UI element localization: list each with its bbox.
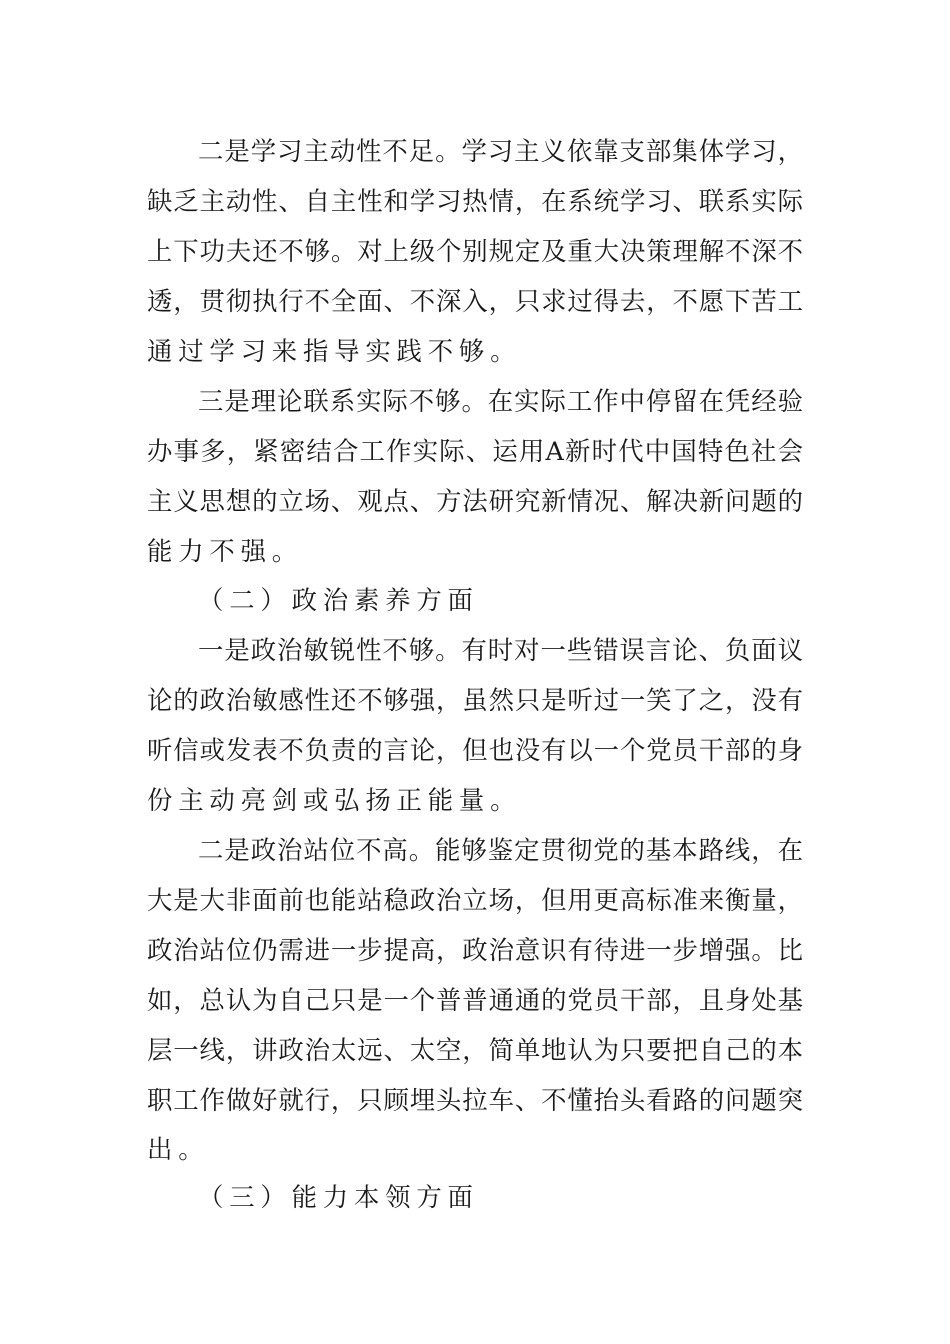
paragraph-line: 一是政治敏锐性不够。有时对一些错误言论、负面议: [198, 635, 803, 665]
paragraph-line: 办事多，紧密结合工作实际、运用A新时代中国特色社会: [147, 436, 803, 466]
paragraph-line: 二是学习主动性不足。学习主义依靠支部集体学习，: [198, 136, 803, 166]
paragraph-line: 层一线，讲政治太远、太空，简单地认为只要把自己的本: [147, 1035, 803, 1065]
paragraph-line: 缺乏主动性、自主性和学习热情，在系统学习、联系实际: [147, 186, 803, 216]
paragraph-line: 透，贯彻执行不全面、不深入，只求过得去，不愿下苦工: [147, 286, 803, 316]
paragraph-line: 能力不强。: [147, 536, 303, 566]
paragraph-line: 如，总认为自己只是一个普普通通的党员干部，且身处基: [147, 985, 803, 1015]
paragraph-line: 职工作做好就行，只顾埋头拉车、不懂抬头看路的问题突: [147, 1085, 803, 1115]
paragraph-line: 二是政治站位不高。能够鉴定贯彻党的基本路线，在: [198, 835, 803, 865]
section-heading: （二）政治素养方面: [198, 585, 479, 615]
paragraph-line: 三是理论联系实际不够。在实际工作中停留在凭经验: [198, 386, 803, 416]
paragraph-line: 大是大非面前也能站稳政治立场，但用更高标准来衡量，: [147, 885, 803, 915]
paragraph-line: 论的政治敏感性还不够强，虽然只是听过一笑了之，没有: [147, 685, 803, 715]
paragraph-line: 通过学习来指导实践不够。: [147, 336, 522, 366]
paragraph-line: 政治站位仍需进一步提高，政治意识有待进一步增强。比: [147, 935, 803, 965]
paragraph-line: 份主动亮剑或弘扬正能量。: [147, 785, 522, 815]
paragraph-line: 主义思想的立场、观点、方法研究新情况、解决新问题的: [147, 486, 803, 516]
paragraph-line: 听信或发表不负责的言论，但也没有以一个党员干部的身: [147, 735, 803, 765]
section-heading: （三）能力本领方面: [198, 1182, 479, 1212]
paragraph-line: 出。: [147, 1134, 210, 1164]
paragraph-line: 上下功夫还不够。对上级个别规定及重大决策理解不深不: [147, 236, 803, 266]
